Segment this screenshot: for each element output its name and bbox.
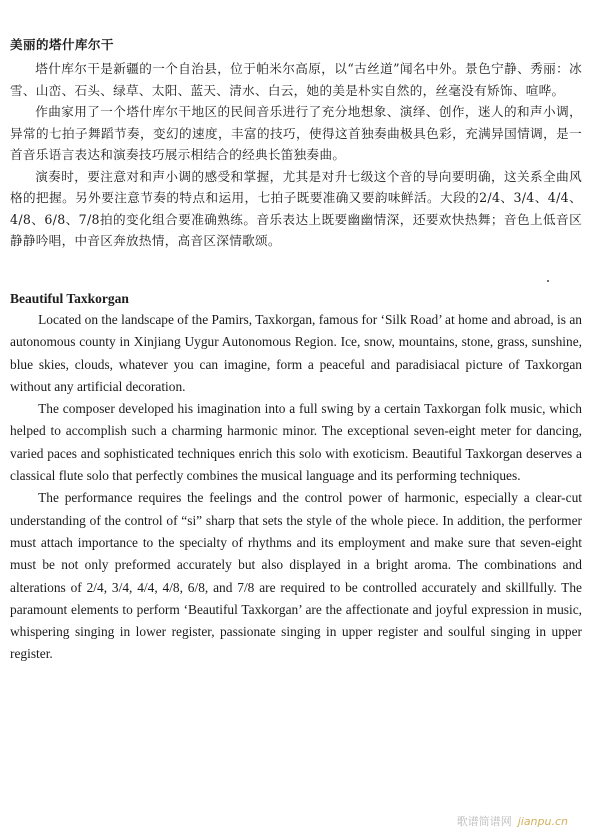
scan-speck bbox=[547, 280, 549, 282]
english-paragraph-1: Located on the landscape of the Pamirs, Taxkorgan, famous for ‘Silk Road’ at home and abroad, is an autonomous county in Xinjiang Uygur Autonomous Region. Ice, snow, mountains, stone, grass, sunshine, blue skies, clouds, whatever you can imagine, form a peaceful and paradisiacal picture of Taxkorgan without any artificial decoration. bbox=[10, 312, 582, 394]
watermark-site-name: 歌谱简谱网 bbox=[456, 815, 512, 828]
chinese-title: 美丽的塔什库尔干 bbox=[10, 37, 115, 52]
watermark-url: jianpu.cn bbox=[517, 815, 568, 828]
site-watermark bbox=[457, 815, 568, 829]
english-section bbox=[10, 289, 582, 666]
chinese-paragraph-2: 作曲家用了一个塔什库尔干地区的民间音乐进行了充分地想象、演绎、创作，迷人的和声小调，异常的七拍子舞蹈节奏，变幻的速度，丰富的技巧，使得这首独奏曲极具色彩，充满异国情调，是一首音乐语言表达和演奏技巧展示相结合的经典长笛独奏曲。 bbox=[10, 104, 582, 162]
english-paragraph-2: The composer developed his imagination into a full swing by a certain Taxkorgan folk music, which helped to accomplish such a charming harmonic minor. The exceptional seven-eight meter for dancing, varied paces and sophisticated techniques enrich this solo with exoticism. Beautiful Taxkorgan deserves a classical flute solo that perfectly combines the musical language and its performing techniques. bbox=[10, 401, 582, 484]
english-title: Beautiful Taxkorgan bbox=[10, 291, 129, 306]
chinese-section bbox=[10, 36, 582, 252]
chinese-paragraph-1: 塔什库尔干是新疆的一个自治县，位于帕米尔高原，以“古丝道”闻名中外。景色宁静、秀丽：冰雪、山峦、石头、绿草、太阳、蓝天、清水、白云，她的美是朴实自然的，丝毫没有矫饰、喧哗。 bbox=[10, 61, 582, 98]
chinese-paragraph-3: 演奏时，要注意对和声小调的感受和掌握，尤其是对升七级这个音的导向要明确，这关系全曲风格的把握。另外要注意节奏的特点和运用，七拍子既要准确又要韵味鲜活。大段的2/4、3/4、4/4、4/8、6/8、7/8拍的变化组合要准确熟练。音乐表达上既要幽幽情深，还要欢快热舞；音色上低音区静静吟唱，中音区奔放热情，高音区深情歌颂。 bbox=[10, 168, 582, 248]
english-paragraph-3: The performance requires the feelings and the control power of harmonic, especially a clear-cut understanding of the control of “si” sharp that sets the style of the whole piece. In addition, the performer must attach importance to the specialty of rhythms and its employment and make sure that seven-eight must be not only preformed accurately but also displayed in a bright aroma. The combinations and alterations of 2/4, 3/4, 4/4, 4/8, 6/8, and 7/8 are required to be controlled accurately and skillfully. The paramount elements to perform ‘Beautiful Taxkorgan’ are the affectionate and joyful expression in music, whispering singing in lower register, passionate singing in upper register and soulful singing in upper register. bbox=[10, 490, 582, 662]
